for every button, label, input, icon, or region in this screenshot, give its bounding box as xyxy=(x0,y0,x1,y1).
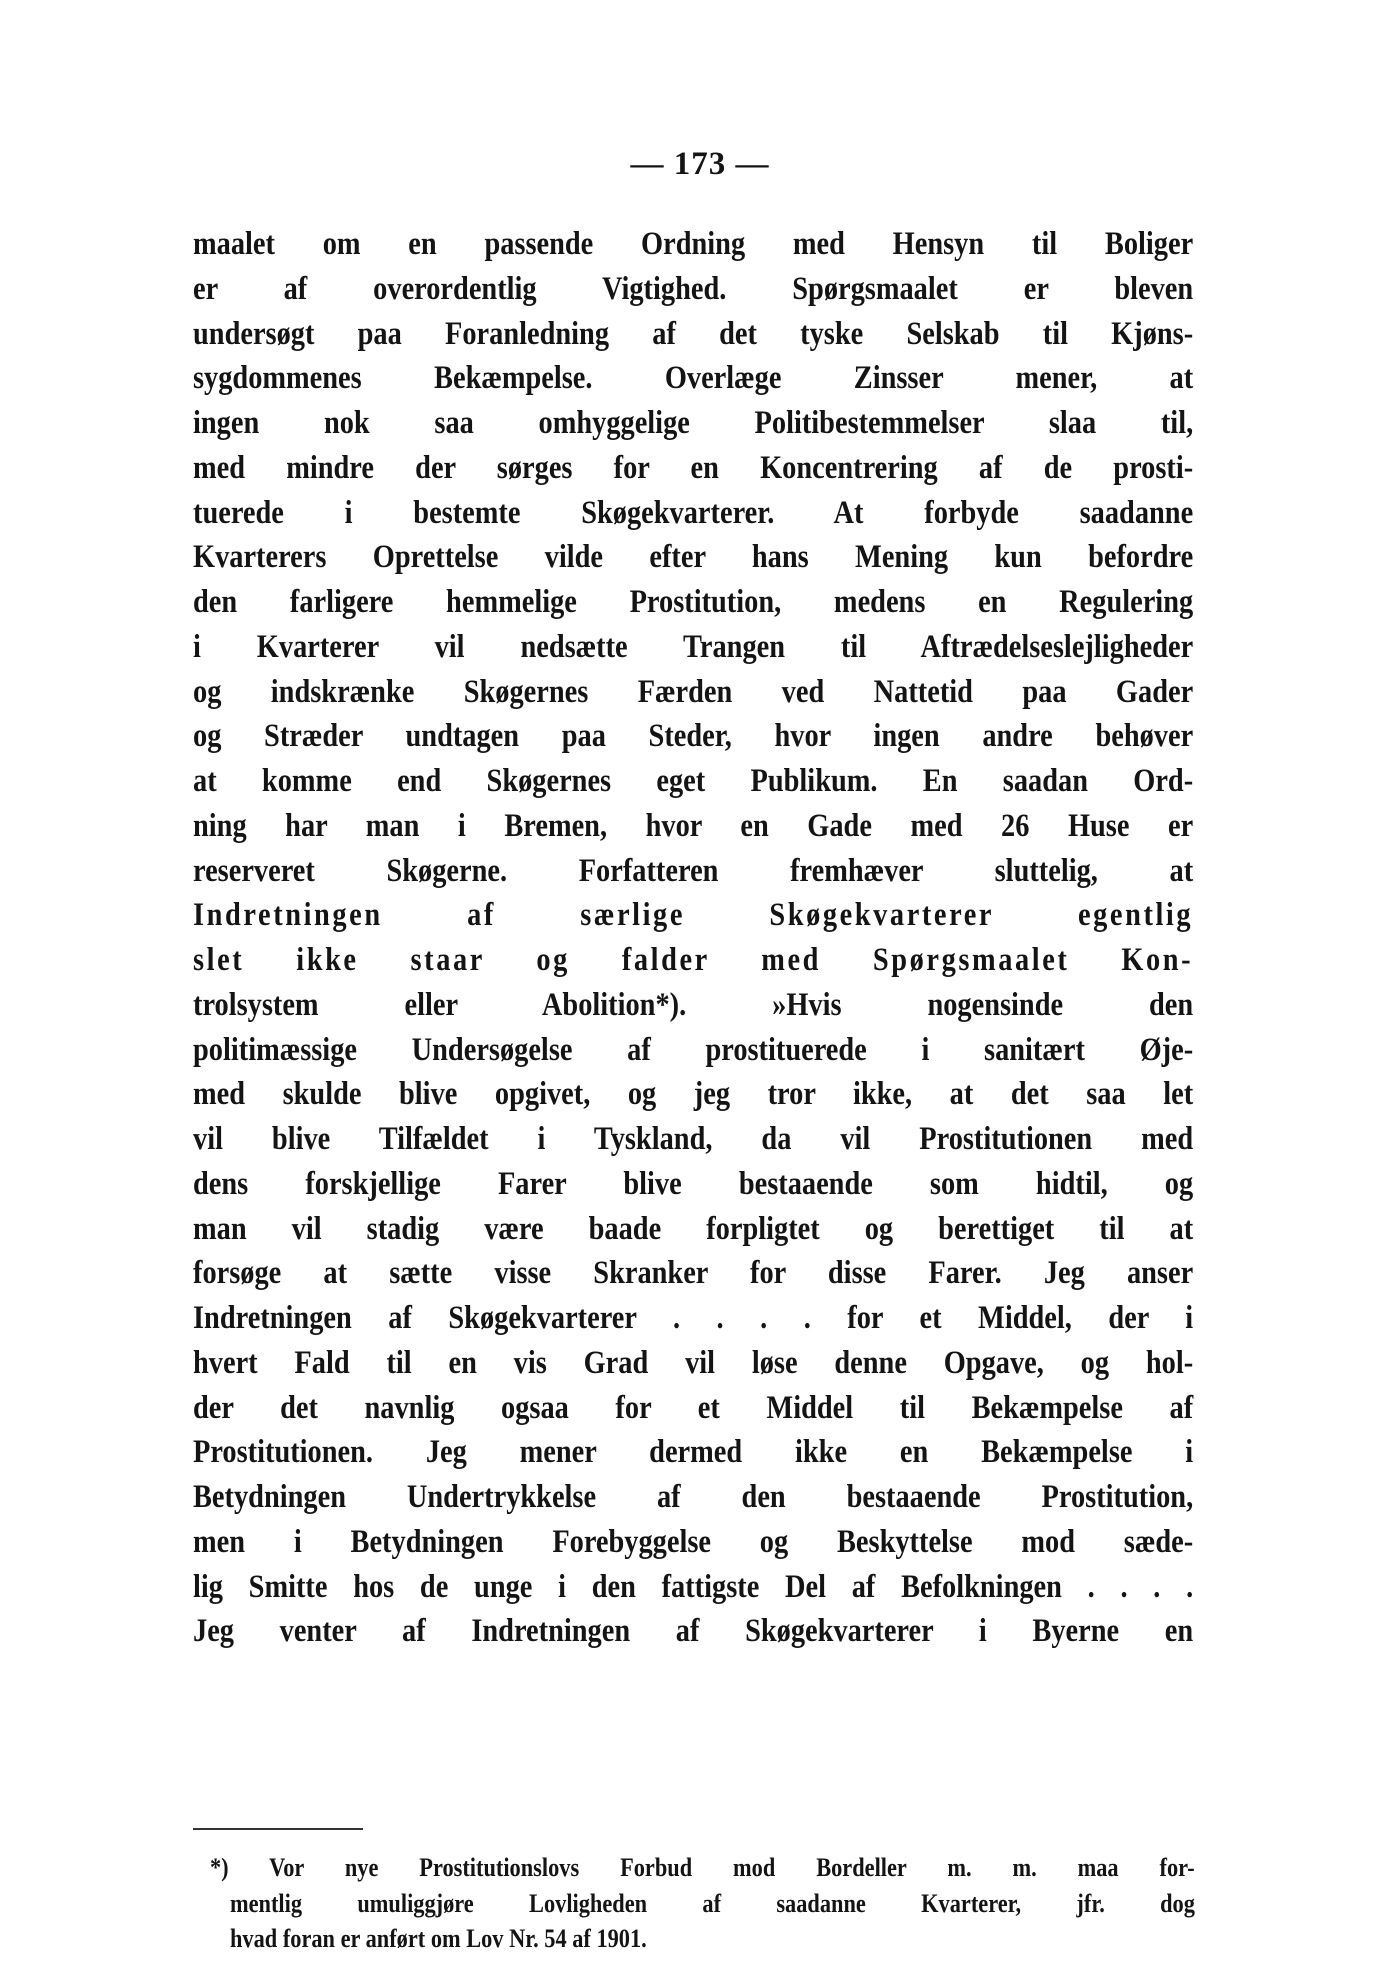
text-line: Prostitutionen. Jeg mener dermed ikke en Bekæmpelse i xyxy=(193,1434,1194,1471)
text-line: og Stræder undtagen paa Steder, hvor ingen andre behøver xyxy=(193,718,1194,755)
text-line: er af overordentlig Vigtighed. Spørgsmaalet er bleven xyxy=(193,270,1194,307)
text-line: hvert Fald til en vis Grad vil løse denne Opgave, og hol- xyxy=(193,1344,1194,1381)
text-line: ning har man i Bremen, hvor en Gade med 26 Huse er xyxy=(193,807,1194,844)
text-line: sygdommenes Bekæmpelse. Overlæge Zinsser mener, at xyxy=(193,360,1194,397)
text-line: reserveret Skøgerne. Forfatteren fremhæver sluttelig, at xyxy=(193,852,1194,889)
text-line: forsøge at sætte visse Skranker for disse Farer. Jeg anser xyxy=(193,1255,1194,1292)
text-line-spaced: slet ikke staar og falder med Spørgsmaalet Kon- xyxy=(193,942,1194,978)
footnote-line: hvad foran er anført om Lov Nr. 54 af 1901. xyxy=(230,1924,647,1953)
text-line: maalet om en passende Ordning med Hensyn til Boliger xyxy=(193,226,1194,262)
body-text xyxy=(193,222,1193,1654)
text-line: undersøgt paa Foranledning af det tyske Selskab til Kjøns- xyxy=(193,315,1194,352)
text-line: ingen nok saa omhyggelige Politibestemmelser slaa til, xyxy=(193,405,1194,441)
text-line: tuerede i bestemte Skøgekvarterer. At forbyde saadanne xyxy=(193,494,1194,531)
text-line: Kvarterers Oprettelse vilde efter hans Mening kun befordre xyxy=(193,539,1194,576)
page-number: — 173 — xyxy=(630,146,770,182)
text-line: vil blive Tilfældet i Tyskland, da vil Prostitutionen med xyxy=(193,1121,1194,1157)
text-line: med mindre der sørges for en Koncentrering af de prosti- xyxy=(193,449,1194,486)
text-line: med skulde blive opgivet, og jeg tror ikke, at det saa let xyxy=(193,1076,1194,1113)
text-line: at komme end Skøgernes eget Publikum. En saadan Ord- xyxy=(193,763,1194,799)
text-line: i Kvarterer vil nedsætte Trangen til Aftrædelseslejligheder xyxy=(193,628,1194,665)
text-line: trolsystem eller Abolition*). »Hvis nogensinde den xyxy=(193,986,1194,1023)
text-line: der det navnlig ogsaa for et Middel til Bekæmpelse af xyxy=(193,1389,1194,1426)
text-line: politimæssige Undersøgelse af prostituerede i sanitært Øje- xyxy=(193,1031,1194,1068)
text-line: Indretningen af Skøgekvarterer . . . . for et Middel, der i xyxy=(193,1300,1194,1336)
text-line: lig Smitte hos de unge i den fattigste Del af Befolkningen . . . . xyxy=(193,1568,1194,1605)
text-line: den farligere hemmelige Prostitution, medens en Regulering xyxy=(193,584,1194,620)
footnote-line: *) Vor nye Prostitutionslovs Forbud mod Bordeller m. m. maa for- xyxy=(210,1853,1195,1882)
text-line: man vil stadig være baade forpligtet og berettiget til at xyxy=(193,1210,1194,1247)
text-line: Betydningen Undertrykkelse af den bestaaende Prostitution, xyxy=(193,1479,1194,1515)
text-line-spaced: Indretningen af særlige Skøgekvarterer egentlig xyxy=(193,897,1194,934)
text-line: men i Betydningen Forebyggelse og Beskyttelse mod sæde- xyxy=(193,1523,1194,1560)
text-line: Jeg venter af Indretningen af Skøgekvarterer i Byerne en xyxy=(193,1613,1194,1650)
footnote xyxy=(210,1850,1195,1957)
footnote-line: mentlig umuliggjøre Lovligheden af saadanne Kvarterer, jfr. dog xyxy=(230,1888,1195,1918)
text-line: dens forskjellige Farer blive bestaaende som hidtil, og xyxy=(193,1165,1194,1202)
footnote-separator xyxy=(193,1828,363,1830)
text-line: og indskrænke Skøgernes Færden ved Nattetid paa Gader xyxy=(193,673,1194,710)
